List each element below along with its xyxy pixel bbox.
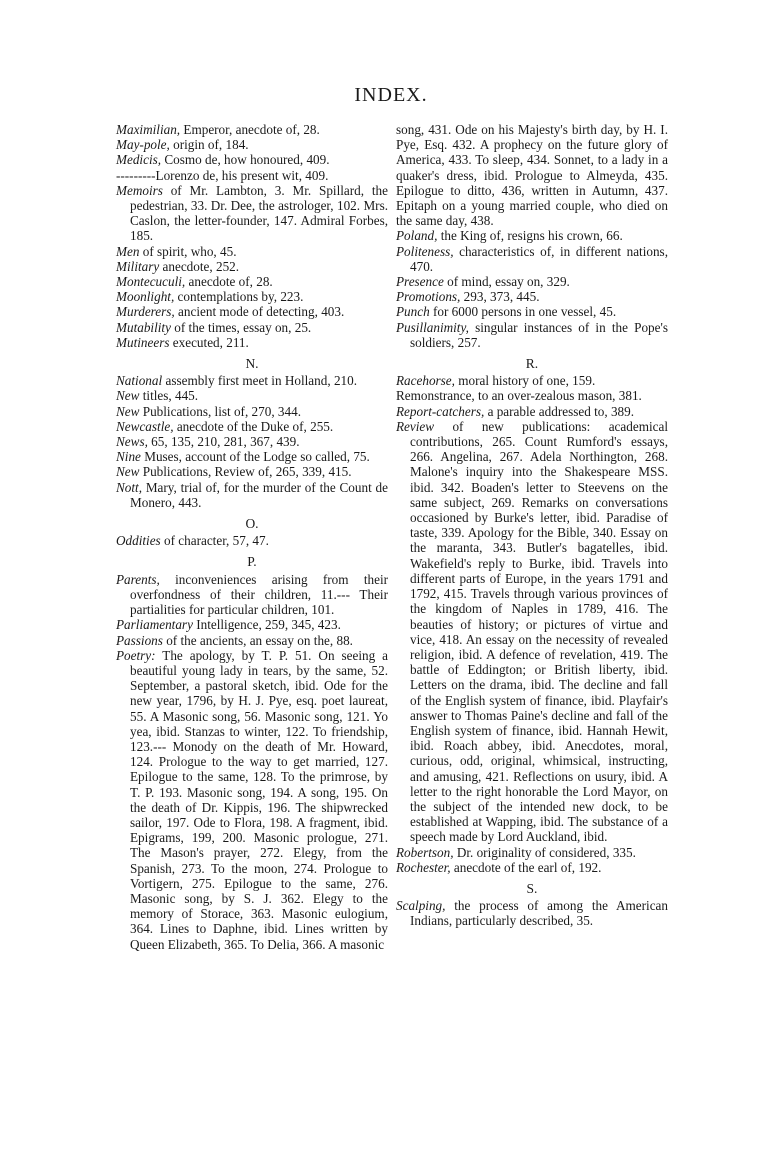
entry-heading: Poland, <box>396 228 438 244</box>
entry-text: of Mr. Lambton, 3. Mr. Spillard, the pedestrian, 33. Dr. Dee, the astrologer, 102. Mrs. Caslon, the letter-founder, 147. Admiral Forbes, 185. <box>130 182 388 244</box>
index-entry <box>116 335 388 350</box>
entry-text: of the ancients, an essay on the, 88. <box>162 632 353 648</box>
entry-text: of new publications: academical contributions, 265. Count Rumford's essays, 266. Angelina, 267. Adela Northington, 268. Malone's inquiry into the Shakespeare MSS. ibid. 342. Boaden's letter to Steevens on the same subject, 269. Remarks on conversations occasioned by Burke's letter, ibid. Paradise of taste, 339. Apology for the Bible, 340. Essay on the maranta, 343. Butler's bagatelles, ibid. Wakefield's reply to Burke, ibid. Travels into different parts of Europe, in the years 1791 and 1792, 415. Travels through various provinces of the kingdom of Naples in 1789, 416. The beauties of history; or pictures of virtue and vice, 418. An essay on the necessity of revealed religion, ibid. A defence of revelation, 419. The battle of Eddington; or British liberty, ibid. Letters on the drama, ibid. The decline and fall of the English system of finance, ibid. Playfair's answer to Thomas Paine's decline and fall of the English system of finance, ibid. Hannah Hewit, ibid. Roach abbey, ibid. Anecdotes, moral, curious, odd, original, whimsical, instructing, and amusing, 421. Reflections on usury, ibid. A letter to the right honorable the Lord Mayor, on the subject of the intended new dock, to be established at Wapping, ibid. The substance of a speech made by Lord Auckland, ibid. <box>410 418 668 845</box>
index-entry <box>396 404 668 419</box>
entry-text: Intelligence, 259, 345, 423. <box>192 617 341 633</box>
index-entry <box>116 617 388 632</box>
entry-heading: New <box>116 388 140 404</box>
index-entry <box>116 320 388 335</box>
entry-heading: Robertson, <box>396 844 454 860</box>
entry-heading: Mutineers <box>116 334 170 350</box>
entry-text: for 6000 persons in one vessel, 45. <box>429 304 617 320</box>
entry-heading: Nine <box>116 449 141 465</box>
entry-text: Remonstrance, to an over-zealous mason, 381. <box>396 388 642 404</box>
entry-heading: Passions <box>116 632 163 648</box>
entry-heading: New <box>116 403 140 419</box>
index-column-right <box>396 122 668 929</box>
index-entry <box>116 633 388 648</box>
index-entry <box>116 419 388 434</box>
entry-text: titles, 445. <box>139 388 199 404</box>
index-entry <box>116 168 388 183</box>
entry-heading: Memoirs <box>116 182 163 198</box>
index-entry <box>396 274 668 289</box>
index-entry <box>396 304 668 319</box>
index-entry <box>116 434 388 449</box>
entry-text: anecdote of, 28. <box>185 274 273 290</box>
index-entry <box>396 845 668 860</box>
section-letter: S. <box>526 880 538 896</box>
index-entry <box>116 464 388 479</box>
entry-text: anecdote of the Duke of, 255. <box>173 418 334 434</box>
entry-text: The apology, by T. P. 51. On seeing a beautiful young lady in tears, by the same, 52. September, a pastoral sketch, ibid. Ode for the new year, 1796, by H. J. Pye, esq. poet laureat, 55. A Masonic song, 56. Masonic song, 121. Yo yea, ibid. Stanzas to winter, 122. To friendship, 123.--- Monody on the death of Mr. Howard, 124. Prologue to the way to get married, 127. Epilogue to the same, 128. To the primrose, by T. P. 193. Masonic song, 194. A song, 195. On the death of Dr. Kippis, 196. The shipwrecked sailor, 197. Ode to Flora, 198. A fragment, ibid. Epigrams, 199, 200. Masonic prologue, 271. The Mason's prayer, 272. Elegy, from the Spanish, 273. To the moon, 274. Prologue to Vortigern, 275. Epilogue to the same, 276. Masonic song, by S. J. 362. Elegy to the memory of Storace, 363. Masonic eulogium, 364. Lines to Daphne, ibid. Lines written by Queen Elizabeth, 365. To Delia, 366. A masonic <box>130 647 388 952</box>
index-entry <box>396 860 668 875</box>
section-letter: N. <box>245 356 259 372</box>
index-entry <box>116 388 388 403</box>
entry-text: origin of, 184. <box>169 137 249 153</box>
entry-text: ---------Lorenzo de, his present wit, 409. <box>116 167 329 183</box>
entry-text: anecdote of the earl of, 192. <box>450 859 602 875</box>
entry-text: contemplations by, 223. <box>174 289 304 305</box>
index-entry <box>116 404 388 419</box>
index-entry <box>396 898 668 928</box>
entry-heading: Medicis, <box>116 152 162 168</box>
entry-heading: Poetry: <box>116 647 156 663</box>
entry-text: 65, 135, 210, 281, 367, 439. <box>147 434 300 450</box>
section-letter: R. <box>525 356 539 372</box>
index-entry <box>116 244 388 259</box>
entry-heading: Report-catchers, <box>396 403 485 419</box>
entry-text: anecdote, 252. <box>159 258 240 274</box>
index-entry <box>116 137 388 152</box>
page-title: INDEX. <box>354 84 428 106</box>
entry-text: song, 431. Ode on his Majesty's birth day, by H. I. Pye, Esq. 432. A prophecy on the future glory of America, 433. To sleep, 434. Sonnet, to a lady in a quaker's dress, ibid. Prologue to Almeyda, 435. Epilogue to ditto, 436, written in Autumn, 437. Epitaph on a young married couple, who died on the same day, 438. <box>396 122 668 229</box>
index-entry <box>116 289 388 304</box>
entry-heading: Nott, <box>116 479 143 495</box>
entry-text: Cosmo de, how honoured, 409. <box>161 152 330 168</box>
entry-text: 293, 373, 445. <box>460 289 540 305</box>
index-entry <box>116 572 388 618</box>
entry-text: of the times, essay on, 25. <box>170 319 312 335</box>
entry-heading: New <box>116 464 140 480</box>
entry-text: Publications, list of, 270, 344. <box>139 403 301 419</box>
entry-heading: Parents, <box>116 571 160 587</box>
entry-heading: Maximilian, <box>116 122 181 137</box>
index-entry <box>116 449 388 464</box>
index-entry <box>116 152 388 167</box>
index-column-left <box>116 122 388 952</box>
entry-text: the King of, resigns his crown, 66. <box>437 228 623 244</box>
entry-heading: Montecuculi, <box>116 274 186 290</box>
entry-text: Publications, Review of, 265, 339, 415. <box>139 464 352 480</box>
entry-heading: Punch <box>396 304 430 320</box>
entry-heading: May-pole, <box>116 137 170 153</box>
index-entry <box>396 228 668 243</box>
entry-heading: Parliamentary <box>116 617 193 633</box>
entry-text: Emperor, anecdote of, 28. <box>180 122 320 137</box>
entry-text: a parable addressed to, 389. <box>484 403 635 419</box>
entry-heading: Scalping, <box>396 898 446 914</box>
entry-heading: Newcastle, <box>116 418 174 434</box>
index-entry <box>116 648 388 952</box>
entry-heading: Oddities <box>116 533 161 549</box>
entry-text: Dr. originality of considered, 335. <box>453 844 636 860</box>
entry-heading: Promotions, <box>396 289 461 305</box>
entry-heading: Murderers, <box>116 304 175 320</box>
entry-heading: Mutability <box>116 319 171 335</box>
index-entry <box>116 533 388 548</box>
entry-heading: Racehorse, <box>396 373 455 389</box>
index-entry <box>116 122 388 137</box>
index-entry <box>396 289 668 304</box>
entry-heading: News, <box>116 434 148 450</box>
entry-text: the process of among the American Indians, particularly described, 35. <box>410 898 668 929</box>
entry-heading: Moonlight, <box>116 289 175 305</box>
entry-text: executed, 211. <box>169 334 249 350</box>
entry-text: characteristics of, in different nations, 470. <box>410 243 668 274</box>
entry-text: Muses, account of the Lodge so called, 75. <box>140 449 370 465</box>
index-entry <box>116 259 388 274</box>
entry-text: assembly first meet in Holland, 210. <box>162 373 358 389</box>
index-entry <box>116 304 388 319</box>
section-letter: P. <box>247 554 257 570</box>
entry-heading: Politeness, <box>396 243 454 259</box>
index-entry <box>396 320 668 350</box>
entry-text: singular instances of in the Pope's soldiers, 257. <box>410 319 668 350</box>
entry-heading: Men <box>116 243 140 259</box>
entry-heading: Review <box>396 418 435 434</box>
index-entry <box>396 244 668 274</box>
entry-heading: Presence <box>396 274 444 290</box>
entry-text: of spirit, who, 45. <box>139 243 237 259</box>
entry-text: of mind, essay on, 329. <box>443 274 570 290</box>
index-entry <box>116 183 388 244</box>
index-entry <box>396 388 668 403</box>
index-entry <box>116 373 388 388</box>
entry-text: Mary, trial of, for the murder of the Count de Monero, 443. <box>130 479 388 510</box>
index-entry <box>396 419 668 845</box>
index-entry <box>116 274 388 289</box>
entry-heading: National <box>116 373 163 389</box>
index-entry <box>396 373 668 388</box>
entry-text: of character, 57, 47. <box>160 533 269 549</box>
entry-text: inconveniences arising from their overfondness of their children, 11.--- Their partialities for particular children, 101. <box>130 571 388 618</box>
index-entry-continued <box>396 122 668 228</box>
entry-heading: Pusillanimity, <box>396 319 469 335</box>
section-letter: O. <box>245 516 259 532</box>
entry-text: moral history of one, 159. <box>454 373 596 389</box>
entry-heading: Rochester, <box>396 859 451 875</box>
entry-text: ancient mode of detecting, 403. <box>174 304 345 320</box>
index-entry <box>116 480 388 510</box>
entry-heading: Military <box>116 258 160 274</box>
